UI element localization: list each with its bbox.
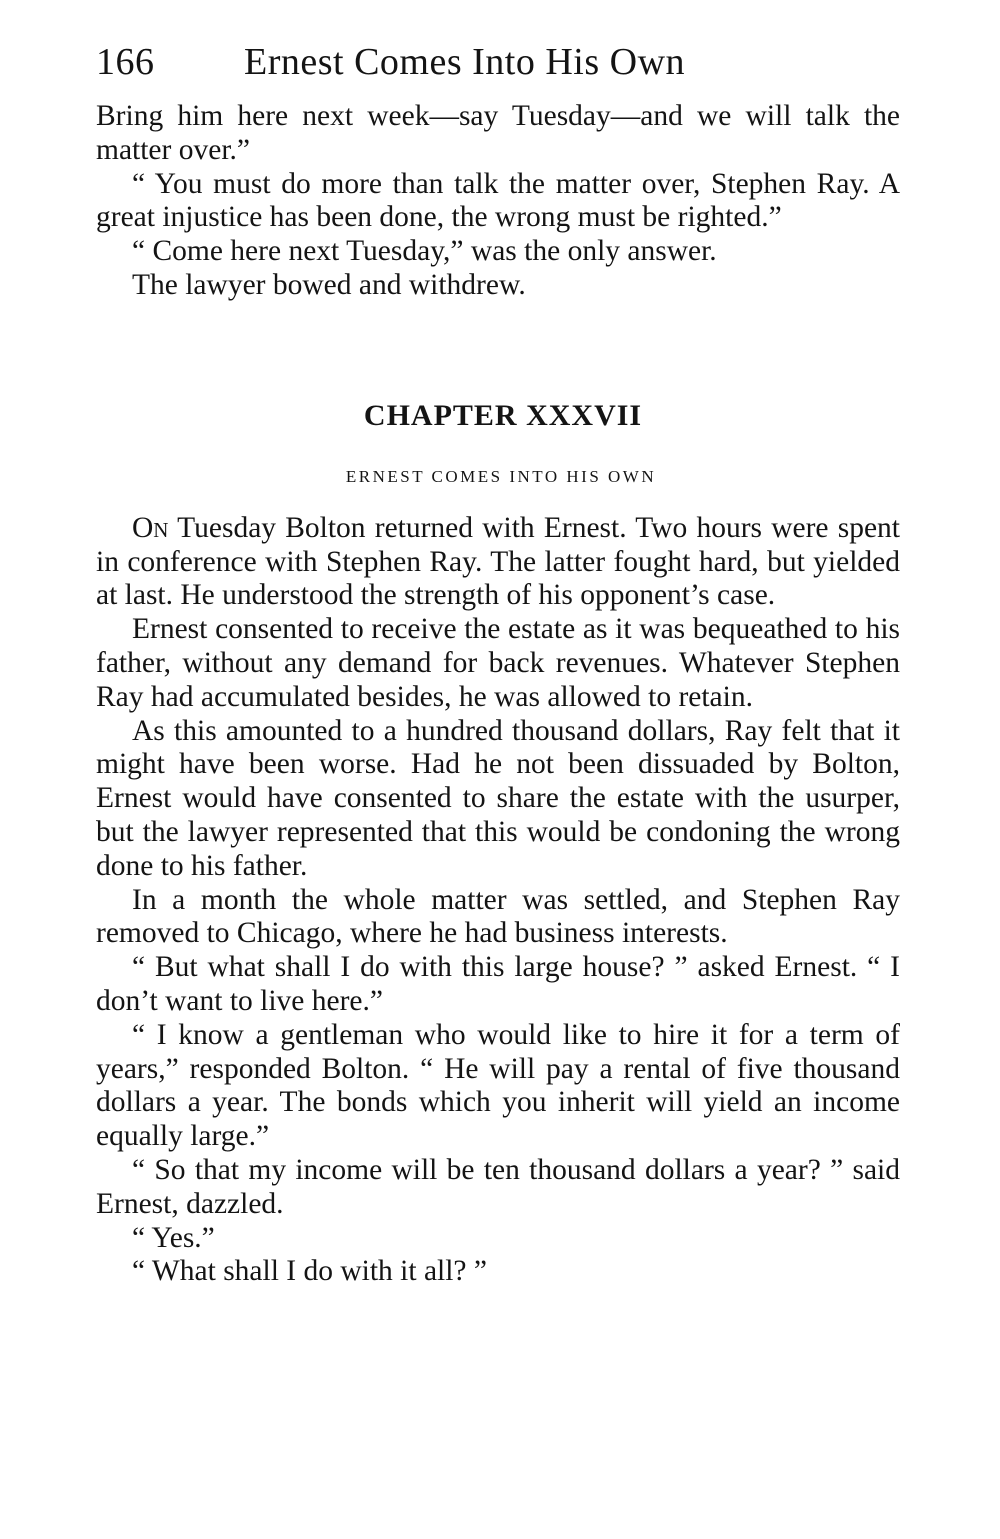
running-head — [96, 38, 900, 100]
book-page — [96, 38, 900, 1289]
page-number: 166 — [96, 41, 155, 83]
paragraph: “ Yes.” — [132, 1221, 215, 1254]
running-title: Ernest Comes Into His Own — [244, 41, 686, 83]
section-gap — [96, 303, 900, 398]
paragraph: The lawyer bowed and withdrew. — [132, 268, 526, 301]
paragraph: “ Come here next Tuesday,” was the only answer. — [132, 235, 717, 268]
paragraph: “ You must do more than talk the matter over, Stephen Ray. A great injustice has been done, the wrong must be righted.” — [96, 167, 900, 234]
paragraph: “ I know a gentleman who would like to hire it for a term of years,” responded Bolton. “ He will pay a rental of five thousand dollars a year. The bonds which you inherit will yield an income equally large.” — [96, 1018, 900, 1153]
paragraph: “ What shall I do with it all? ” — [132, 1255, 487, 1288]
paragraph: Ernest consented to receive the estate as it was bequeathed to his father, without any demand for back revenues. Whatever Stephen Ray had accumulated besides, he was allowed to retain. — [96, 613, 900, 713]
first-paragraph-text: Tuesday Bolton returned with Ernest. Two hours were spent in conference with Stephen Ray. The latter fought hard, but yielded at last. He understood the strength of his opponent’s case. — [96, 511, 900, 612]
paragraph: “ So that my income will be ten thousand dollars a year? ” said Ernest, dazzled. — [96, 1153, 900, 1220]
previous-chapter-ending — [96, 100, 900, 303]
chapter-subtitle: ERNEST COMES INTO HIS OWN — [345, 466, 657, 486]
paragraph: As this amounted to a hundred thousand dollars, Ray felt that it might have been worse. Had he not been dissuaded by Bolton, Ernest would have consented to share the estate with the usurper, but the lawyer represented that this would be condoning the wrong done to his father. — [96, 714, 900, 882]
paragraph: “ But what shall I do with this large house? ” asked Ernest. “ I don’t want to live here.” — [96, 951, 900, 1017]
first-paragraph — [96, 512, 900, 613]
paragraph: Bring him here next week—say Tuesday—and we will talk the matter over.” — [96, 100, 900, 166]
lead-word: On — [132, 511, 169, 544]
chapter-title: CHAPTER XXXVII — [363, 398, 643, 432]
paragraph: In a month the whole matter was settled, and Stephen Ray removed to Chicago, where he had business interests. — [96, 883, 900, 950]
chapter-body — [96, 512, 900, 1289]
